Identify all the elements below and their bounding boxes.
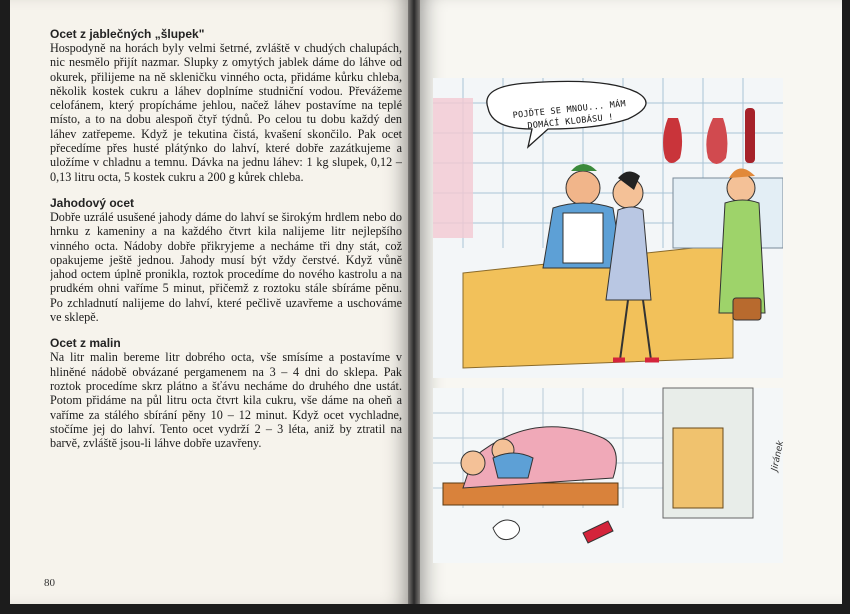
section-text: Dobře uzrálé usušené jahody dáme do lahví se širokým hrdlem nebo do hrnku z kameniny a na každého čtvrt kila nalijeme litr nejlepšího vinného octa. Nádoby dobře přikryjeme a necháme tři dny stát, což opakujeme ještě jednou. Jahody musí být vždy čerstvé. Když vůně jahod octem úplně pronikla, roztok procedíme do nového kastrolu a na prudkém ohni vaříme 5 minut, přičemž z roztoku stále sbíráme pěnu. Po zchladnutí nalijeme do lahví, které pečlivě uzavřeme a uschováme ve sklepě.	[50, 209, 402, 325]
recipe-text-column	[50, 27, 402, 462]
section-title: Jahodový ocet	[50, 195, 135, 210]
section-text: Na litr malin bereme litr dobrého octa, vše smísíme a postavíme v hliněné nádobě obvázané pergamenem na 3 – 4 dni do sklepa. Pak roztok procedíme skrz plátno a šťávu necháme do druhého dne ustát. Potom přidáme na půl litru octa čtvrt kila cukru, vše dáme na oheň a vaříme za stálého sbírání pěny 10 – 12 minut. Když ocet vychladne, stočíme jej do lahví. Tento ocet vydrží 2 – 3 léta, aniž by ztratil na barvě, zvláště jsou-li láhve dobře uzavřeny.	[50, 350, 402, 451]
cartoon-illustration	[433, 78, 783, 563]
section-text: Hospodyně na horách byly velmi šetrné, zvláště v chudých chalupách, nic nesmělo přijít nazmar. Slupky z omytých jablek dáme do láhve od okurek, přilijeme na ně skleničku vinného octa, přidáme kůrku chleba, několik kostek cukru a láhev doplníme studniční vodou. Převážeme celofánem, který propícháme jehlou, načež láhev postavíme na teplé místo, a to na dobu alespoň čtyř týdnů. Po celou tu dobu každý den láhev zatřepeme. Když je tekutina čistá, kvašení skončilo. Pak ocet přecedíme přes husté plátýnko do lahví, které dobře zazátkujeme a uložíme v chladnu a temnu. Dávka na jednu láhev: 1 kg slupek, 0,12 – 0,13 litru octa, 5 kostek cukru a 200 g kůrek chleba.	[50, 41, 402, 184]
section-title: Ocet z malin	[50, 336, 121, 351]
back-room-panel	[433, 388, 783, 563]
page-number: 80	[44, 577, 55, 589]
section-title: Ocet z jablečných „šlupek"	[50, 27, 205, 41]
book-gutter	[408, 0, 420, 604]
artist-signature: Jiránek	[770, 439, 787, 473]
speech-bubble-text: POJĎTE SE MNOU... MÁM DOMÁCÍ KLOBÁSU !	[512, 99, 627, 132]
